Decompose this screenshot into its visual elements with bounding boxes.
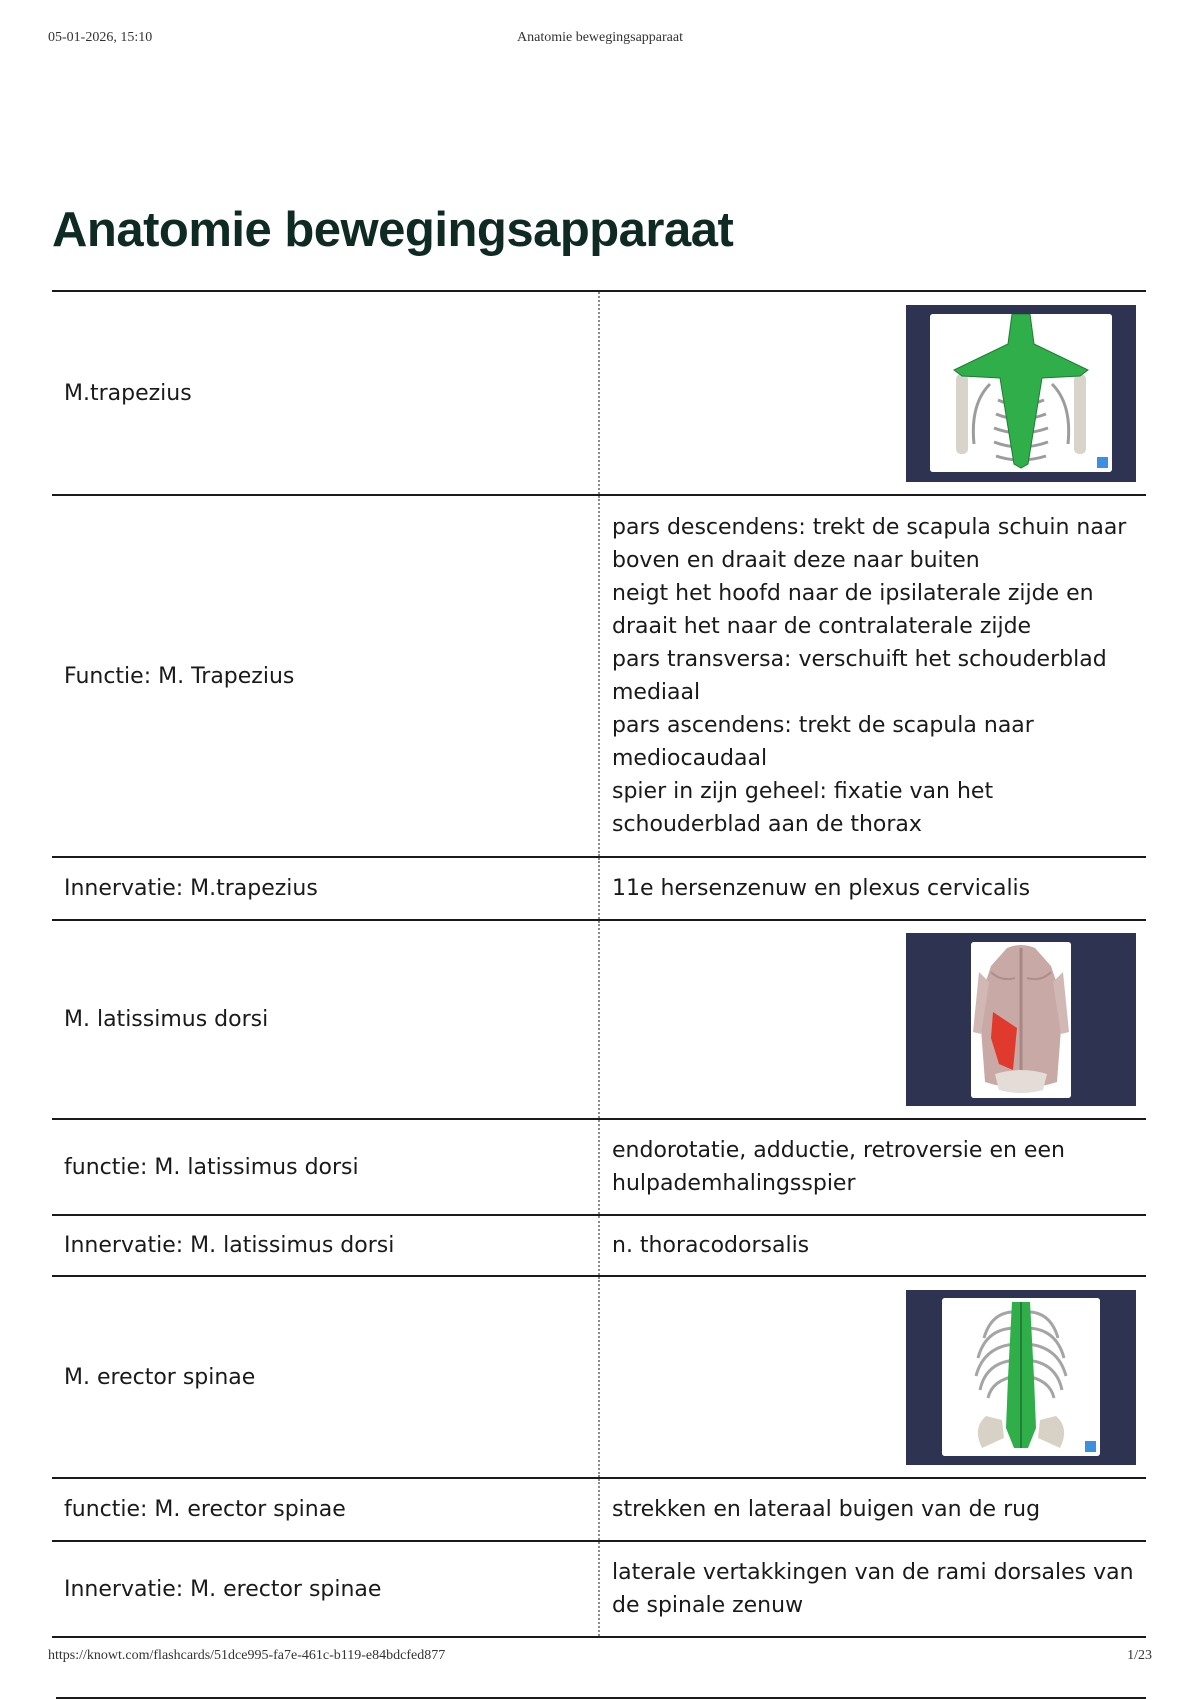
definition-lines bbox=[612, 1556, 1134, 1622]
definition-lines bbox=[612, 511, 1126, 841]
flashcard-row bbox=[52, 1120, 1146, 1216]
flashcard-term: Functie: M. Trapezius bbox=[52, 496, 600, 856]
definition-line: pars descendens: trekt de scapula schuin naar bbox=[612, 515, 1127, 540]
flashcard-term: Innervatie: M. erector spinae bbox=[52, 1542, 600, 1636]
flashcard-definition bbox=[600, 1542, 1146, 1636]
page-number: 1/23 bbox=[1127, 1648, 1152, 1663]
definition-line: spier in zijn geheel: fixatie van het bbox=[612, 779, 994, 804]
definition-line: schouderblad aan de thorax bbox=[612, 812, 922, 837]
definition-line: draait het naar de contralaterale zijde bbox=[612, 614, 1032, 639]
latissimus-illustration bbox=[971, 942, 1071, 1098]
flashcard-row bbox=[52, 858, 1146, 921]
print-doc-title: Anatomie bewegingsapparaat bbox=[517, 30, 683, 45]
flashcard-definition bbox=[600, 1216, 1146, 1275]
flashcard-row bbox=[52, 1277, 1146, 1479]
definition-line: n. thoracodorsalis bbox=[612, 1233, 810, 1258]
flashcard-row bbox=[52, 921, 1146, 1120]
print-datetime: 05-01-2026, 15:10 bbox=[48, 30, 153, 45]
flashcard-row bbox=[52, 1216, 1146, 1277]
print-url: https://knowt.com/flashcards/51dce995-fa7e-461c-b119-e84bdcfed877 bbox=[48, 1648, 446, 1663]
flashcard-definition bbox=[600, 292, 1146, 494]
flashcard-definition bbox=[600, 496, 1146, 856]
expand-icon[interactable] bbox=[1097, 457, 1108, 468]
definition-line: pars ascendens: trekt de scapula naar bbox=[612, 713, 1034, 738]
flashcard-row bbox=[52, 1479, 1146, 1542]
trapezius-image bbox=[906, 305, 1136, 482]
definition-line: laterale vertakkingen van de rami dorsales van bbox=[612, 1560, 1134, 1585]
definition-line: de spinale zenuw bbox=[612, 1593, 804, 1618]
flashcard-term: M. erector spinae bbox=[52, 1277, 600, 1477]
definition-line: hulpademhalingsspier bbox=[612, 1171, 856, 1196]
divider bbox=[56, 1697, 1146, 1699]
flashcard-term: Innervatie: M. latissimus dorsi bbox=[52, 1216, 600, 1275]
definition-line: 11e hersenzenuw en plexus cervicalis bbox=[612, 876, 1031, 901]
definition-line: strekken en lateraal buigen van de rug bbox=[612, 1497, 1041, 1522]
flashcard-term: Innervatie: M.trapezius bbox=[52, 858, 600, 919]
definition-line: mediocaudaal bbox=[612, 746, 768, 771]
trapezius-illustration bbox=[930, 314, 1112, 472]
definition-lines bbox=[612, 1134, 1065, 1200]
flashcard-term: functie: M. latissimus dorsi bbox=[52, 1120, 600, 1214]
erector-spinae-image bbox=[906, 1290, 1136, 1465]
flashcard-definition bbox=[600, 858, 1146, 919]
definition-line: mediaal bbox=[612, 680, 701, 705]
flashcard-definition bbox=[600, 1479, 1146, 1540]
erector-spinae-illustration bbox=[942, 1298, 1100, 1456]
flashcard-definition bbox=[600, 1277, 1146, 1477]
definition-line: endorotatie, adductie, retroversie en een bbox=[612, 1138, 1065, 1163]
flashcard-table bbox=[52, 290, 1146, 1638]
print-header bbox=[48, 30, 1152, 50]
flashcard-definition bbox=[600, 921, 1146, 1118]
flashcard-term: functie: M. erector spinae bbox=[52, 1479, 600, 1540]
page-title: Anatomie bewegingsapparaat bbox=[52, 203, 734, 257]
expand-icon[interactable] bbox=[1085, 1441, 1096, 1452]
flashcard-term: M.trapezius bbox=[52, 292, 600, 494]
print-footer bbox=[48, 1648, 1152, 1668]
flashcard-row bbox=[52, 292, 1146, 496]
latissimus-image bbox=[906, 933, 1136, 1106]
definition-line: pars transversa: verschuift het schouderblad bbox=[612, 647, 1107, 672]
flashcard-term: M. latissimus dorsi bbox=[52, 921, 600, 1118]
flashcard-row bbox=[52, 496, 1146, 858]
definition-line: neigt het hoofd naar de ipsilaterale zijde en bbox=[612, 581, 1094, 606]
flashcard-definition bbox=[600, 1120, 1146, 1214]
flashcard-row bbox=[52, 1542, 1146, 1638]
definition-line: boven en draait deze naar buiten bbox=[612, 548, 980, 573]
